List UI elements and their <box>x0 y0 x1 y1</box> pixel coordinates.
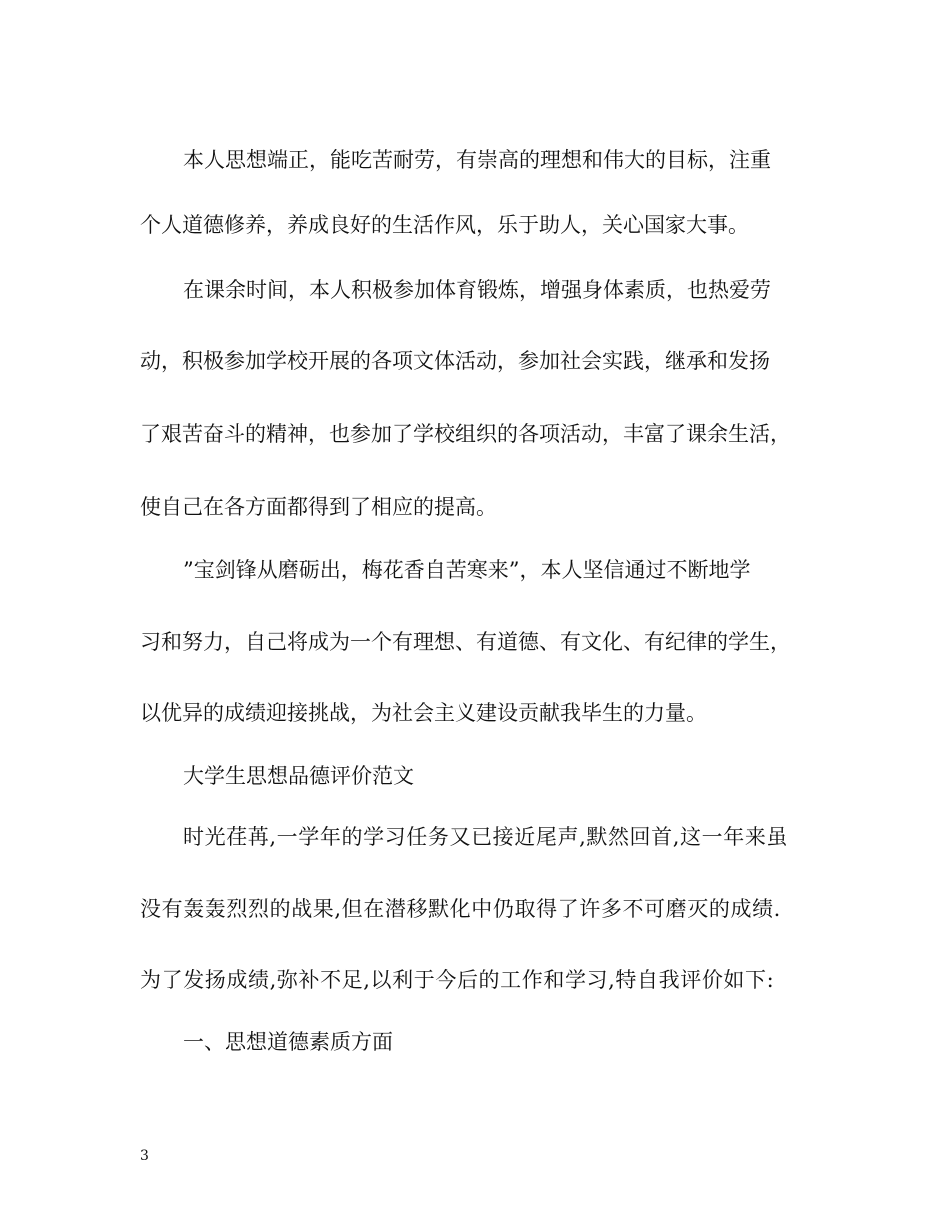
paragraph-3-line-3: 以优异的成绩迎接挑战，为社会主义建设贡献我毕生的力量。 <box>140 701 707 725</box>
paragraph-3-line-2: 习和努力，自己将成为一个有理想、有道德、有文化、有纪律的学生， <box>140 630 791 654</box>
paragraph-1-line-1: 本人思想端正，能吃苦耐劳，有崇高的理想和伟大的目标，注重 <box>183 148 771 172</box>
paragraph-2-line-1: 在课余时间，本人积极参加体育锻炼，增强身体素质，也热爱劳 <box>183 278 771 302</box>
paragraph-3-line-1: ”宝剑锋从磨砺出，梅花香自苦寒来”，本人坚信通过不断地学 <box>183 558 751 582</box>
paragraph-1-line-2: 个人道德修养，养成良好的生活作风，乐于助人，关心国家大事。 <box>140 213 749 237</box>
paragraph-2-line-2: 动，积极参加学校开展的各项文体活动，参加社会实践，继承和发扬 <box>140 349 770 373</box>
paragraph-2-line-3: 了艰苦奋斗的精神，也参加了学校组织的各项活动，丰富了课余生活， <box>140 422 791 446</box>
paragraph-4-line-1: 时光荏苒,一学年的学习任务又已接近尾声,默然回首,这一年来虽 <box>183 825 789 849</box>
section-title: 大学生思想品德评价范文 <box>183 764 414 788</box>
page-number: 3 <box>140 1148 149 1164</box>
paragraph-2-line-4: 使自己在各方面都得到了相应的提高。 <box>140 495 497 519</box>
subsection-heading: 一、思想道德素质方面 <box>183 1030 393 1054</box>
paragraph-4-line-2: 没有轰轰烈烈的战果,但在潜移默化中仍取得了许多不可磨灭的成绩. <box>140 897 781 921</box>
paragraph-4-line-3: 为了发扬成绩,弥补不足,以利于今后的工作和学习,特自我评价如下: <box>140 968 775 992</box>
